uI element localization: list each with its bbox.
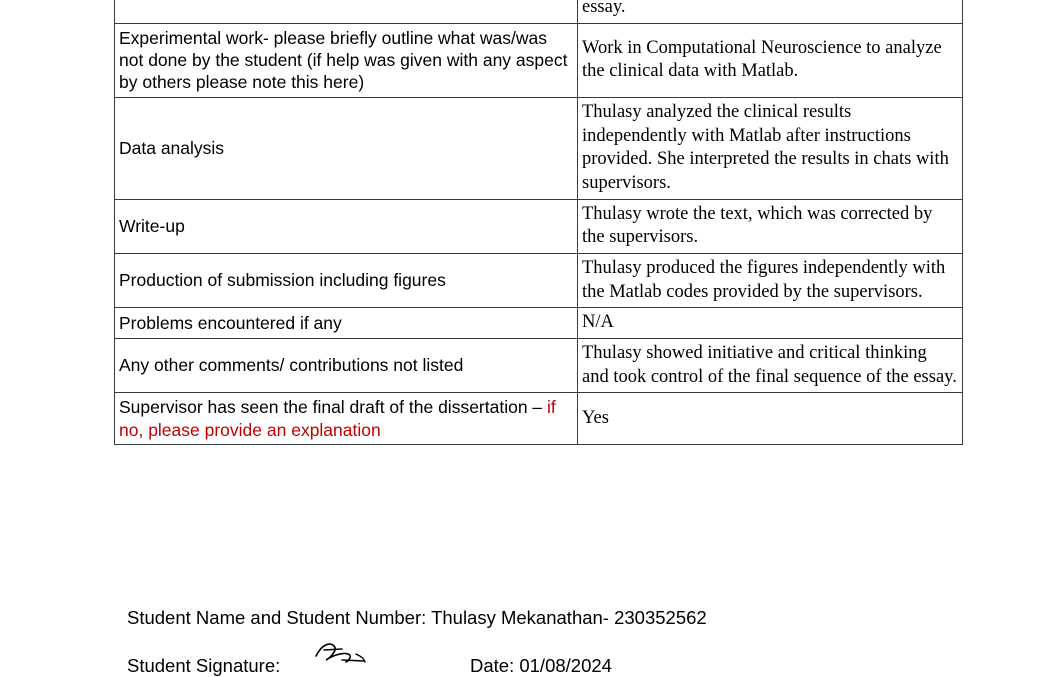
- row-value: Thulasy wrote the text, which was corrected by the supervisors.: [578, 199, 963, 253]
- row-value: Work in Computational Neuroscience to analyze the clinical data with Matlab.: [578, 23, 963, 97]
- table-row: [115, 253, 963, 307]
- signature-icon: [312, 640, 372, 670]
- student-name-line: Student Name and Student Number: Thulasy Mekanathan- 230352562: [127, 607, 707, 628]
- table-row: [115, 0, 963, 23]
- date-line: Date: 01/08/2024: [470, 655, 612, 676]
- row-value: Thulasy produced the figures independently with the Matlab codes provided by the supervisors.: [578, 253, 963, 307]
- row-value: Thulasy analyzed the clinical results independently with Matlab after instructions provided. She interpreted the results in chats with supervisors.: [578, 97, 963, 199]
- table-row: [115, 393, 963, 445]
- row-label: Problems encountered if any: [115, 308, 578, 339]
- table-row: [115, 97, 963, 199]
- table-row: [115, 308, 963, 339]
- contribution-form-table: [114, 0, 963, 445]
- row-label: Write-up: [115, 199, 578, 253]
- student-signature-label: Student Signature:: [127, 655, 281, 676]
- row-label: Any other comments/ contributions not listed: [115, 338, 578, 392]
- row-label: Data analysis: [115, 97, 578, 199]
- row-label-supervisor-draft: [115, 393, 578, 445]
- row-value: N/A: [578, 308, 963, 339]
- row-label: Production of submission including figures: [115, 253, 578, 307]
- row-value: Thulasy showed initiative and critical thinking and took control of the final sequence of the essay.: [578, 338, 963, 392]
- row-value: essay.: [578, 0, 963, 23]
- row-label: Experimental work- please briefly outline what was/was not done by the student (if help was given with any aspect by others please note this here): [115, 23, 578, 97]
- table-row: [115, 23, 963, 97]
- row-label-text: Supervisor has seen the final draft of the dissertation –: [119, 397, 548, 418]
- row-label-red-note: if no, please provide an explanation: [119, 397, 556, 440]
- table-row: [115, 199, 963, 253]
- row-label: [115, 0, 578, 23]
- row-value: Yes: [578, 393, 963, 445]
- table-row: [115, 338, 963, 392]
